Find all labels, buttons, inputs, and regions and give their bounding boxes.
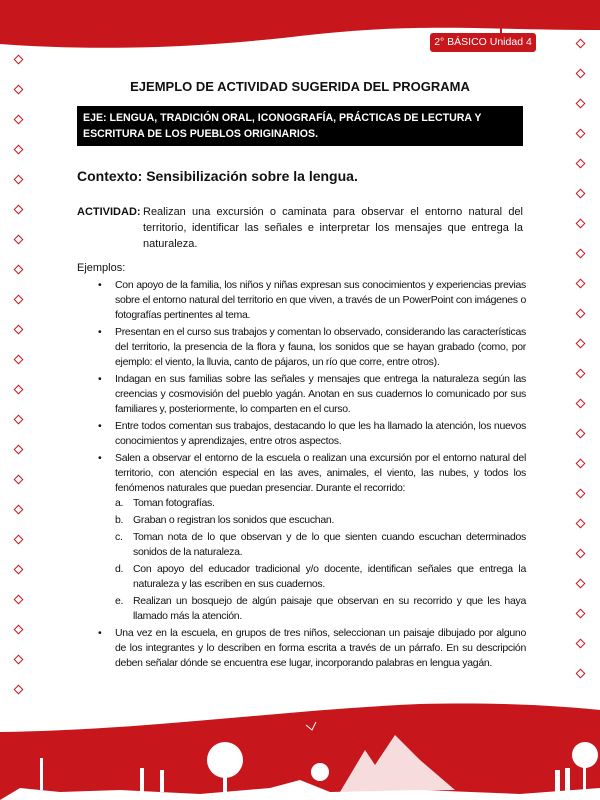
sub-item-text: Graban o registran los sonidos que escuchan. xyxy=(133,514,335,526)
list-item-text: Una vez en la escuela, en grupos de tres niños, seleccionan un paisaje dibujado por alguno de los integrantes y lo describen en forma escrita a través de un párrafo. En su descripción deben señalar dónde se encuentra ese lugar, incorporando palabras en lengua yagán. xyxy=(115,627,526,669)
diamond-icon xyxy=(576,369,586,379)
diamond-icon xyxy=(14,565,24,575)
list-item-text: Con apoyo de la familia, los niños y niñas expresan sus conocimientos y experiencias previas sobre el entorno natural del territorio en que viven, a través de un PowerPoint con imágenes o fotografías pertinentes al tema. xyxy=(115,279,526,321)
diamond-icon xyxy=(14,655,24,665)
activity-text: Realizan una excursión o caminata para observar el entorno natural del territorio, identificar las señales e interpretar los mensajes que entrega la naturaleza. xyxy=(143,206,523,250)
sub-item xyxy=(115,594,526,624)
diamond-icon xyxy=(576,69,586,79)
sub-item-letter: d. xyxy=(115,563,124,575)
diamond-icon xyxy=(576,429,586,439)
bullet-icon: • xyxy=(98,627,102,639)
sub-item-letter: b. xyxy=(115,514,124,526)
list-item xyxy=(98,278,526,323)
bullet-icon: • xyxy=(98,373,102,385)
page-title: EJEMPLO DE ACTIVIDAD SUGERIDA DEL PROGRAMA xyxy=(130,79,470,94)
list-item xyxy=(98,451,526,624)
sub-item-text: Con apoyo del educador tradicional y/o docente, identifican señales que entrega la naturaleza y las escriben en sus cuadernos. xyxy=(133,563,526,590)
diamond-icon xyxy=(576,189,586,199)
list-item xyxy=(98,325,526,370)
bullet-icon: • xyxy=(98,420,102,432)
diamond-icon xyxy=(576,579,586,589)
sub-list xyxy=(115,496,526,624)
list-item-text: Salen a observar el entorno de la escuela o realizan una excursión por el entorno natural del territorio, con atención especial en las aves, animales, el viento, las nubes, y todos los fenómenos naturales que puedan presenciar. Durante el recorrido: xyxy=(115,452,526,494)
diamond-icon xyxy=(14,505,24,515)
diamond-icon xyxy=(576,99,586,109)
diamond-icon xyxy=(576,639,586,649)
diamond-icon xyxy=(14,145,24,155)
sub-item-text: Toman nota de lo que observan y de lo que sienten cuando escuchan determinados sonidos de la naturaleza. xyxy=(133,531,526,558)
diamond-icon xyxy=(14,385,24,395)
diamond-icon xyxy=(576,249,586,259)
examples-label: Ejemplos: xyxy=(77,262,126,274)
diamond-icon xyxy=(14,295,24,305)
bullet-icon: • xyxy=(98,279,102,291)
diamond-icon xyxy=(14,265,24,275)
bullet-icon: • xyxy=(98,326,102,338)
sub-item-letter: e. xyxy=(115,595,124,607)
diamond-icon xyxy=(576,399,586,409)
diamond-icon xyxy=(576,609,586,619)
diamond-icon xyxy=(576,219,586,229)
sub-item xyxy=(115,562,526,592)
diamond-icon xyxy=(576,309,586,319)
diamond-icon xyxy=(14,175,24,185)
diamond-icon xyxy=(576,339,586,349)
diamond-icon xyxy=(14,355,24,365)
diamond-icon xyxy=(14,595,24,605)
diamond-icon xyxy=(14,685,24,695)
diamond-icon xyxy=(576,549,586,559)
diamond-icon xyxy=(14,415,24,425)
diamond-icon xyxy=(576,129,586,139)
diamond-icon xyxy=(576,519,586,529)
diamond-icon xyxy=(576,279,586,289)
activity-block xyxy=(77,204,523,252)
diamond-icon xyxy=(576,669,586,679)
sub-item xyxy=(115,513,526,528)
diamond-icon xyxy=(14,235,24,245)
bullet-icon: • xyxy=(98,452,102,464)
axis-banner: EJE: LENGUA, TRADICIÓN ORAL, ICONOGRAFÍA, PRÁCTICAS DE LECTURA Y ESCRITURA DE LOS PUEBLOS ORIGINARIOS. xyxy=(77,106,523,146)
list-item xyxy=(98,372,526,417)
sub-item-letter: a. xyxy=(115,497,124,509)
diamond-icon xyxy=(576,159,586,169)
sub-item-letter: c. xyxy=(115,531,123,543)
list-item xyxy=(98,419,526,449)
list-item xyxy=(98,626,526,671)
footer-landscape-illustration xyxy=(0,700,600,800)
diamond-icon xyxy=(14,535,24,545)
examples-list xyxy=(98,278,526,673)
activity-label: ACTIVIDAD: xyxy=(77,206,141,218)
sub-item xyxy=(115,530,526,560)
sub-item-text: Realizan un bosquejo de algún paisaje que observan en su recorrido y que les haya llamado más la atención. xyxy=(133,595,526,622)
sub-item-text: Toman fotografías. xyxy=(133,497,215,509)
diamond-icon xyxy=(14,115,24,125)
diamond-icon xyxy=(14,205,24,215)
sub-item xyxy=(115,496,526,511)
diamond-icon xyxy=(576,489,586,499)
context-heading: Contexto: Sensibilización sobre la lengua. xyxy=(77,168,358,184)
diamond-icon xyxy=(14,325,24,335)
list-item-text: Indagan en sus familias sobre las señales y mensajes que entrega la naturaleza según las creencias y cosmovisión del pueblo yagán. Anotan en sus cuadernos lo comunicado por sus familiares y, posteriormente, lo comparten en el curso. xyxy=(115,373,526,415)
diamond-icon xyxy=(14,625,24,635)
diamond-icon xyxy=(576,459,586,469)
diamond-icon xyxy=(14,445,24,455)
grade-unit-badge: 2° BÁSICO Unidad 4 xyxy=(430,33,536,52)
list-item-text: Presentan en el curso sus trabajos y comentan lo observado, considerando las características del territorio, la presencia de la flora y fauna, los sonidos que se hayan grabado (como, por ejemplo: el viento, la lluvia, canto de pájaros, un río que corre, entre otros). xyxy=(115,326,526,368)
diamond-icon xyxy=(14,475,24,485)
list-item-text: Entre todos comentan sus trabajos, destacando lo que les ha llamado la atención, los nuevos conocimientos y aprendizajes, entre otros aspectos. xyxy=(115,420,526,447)
